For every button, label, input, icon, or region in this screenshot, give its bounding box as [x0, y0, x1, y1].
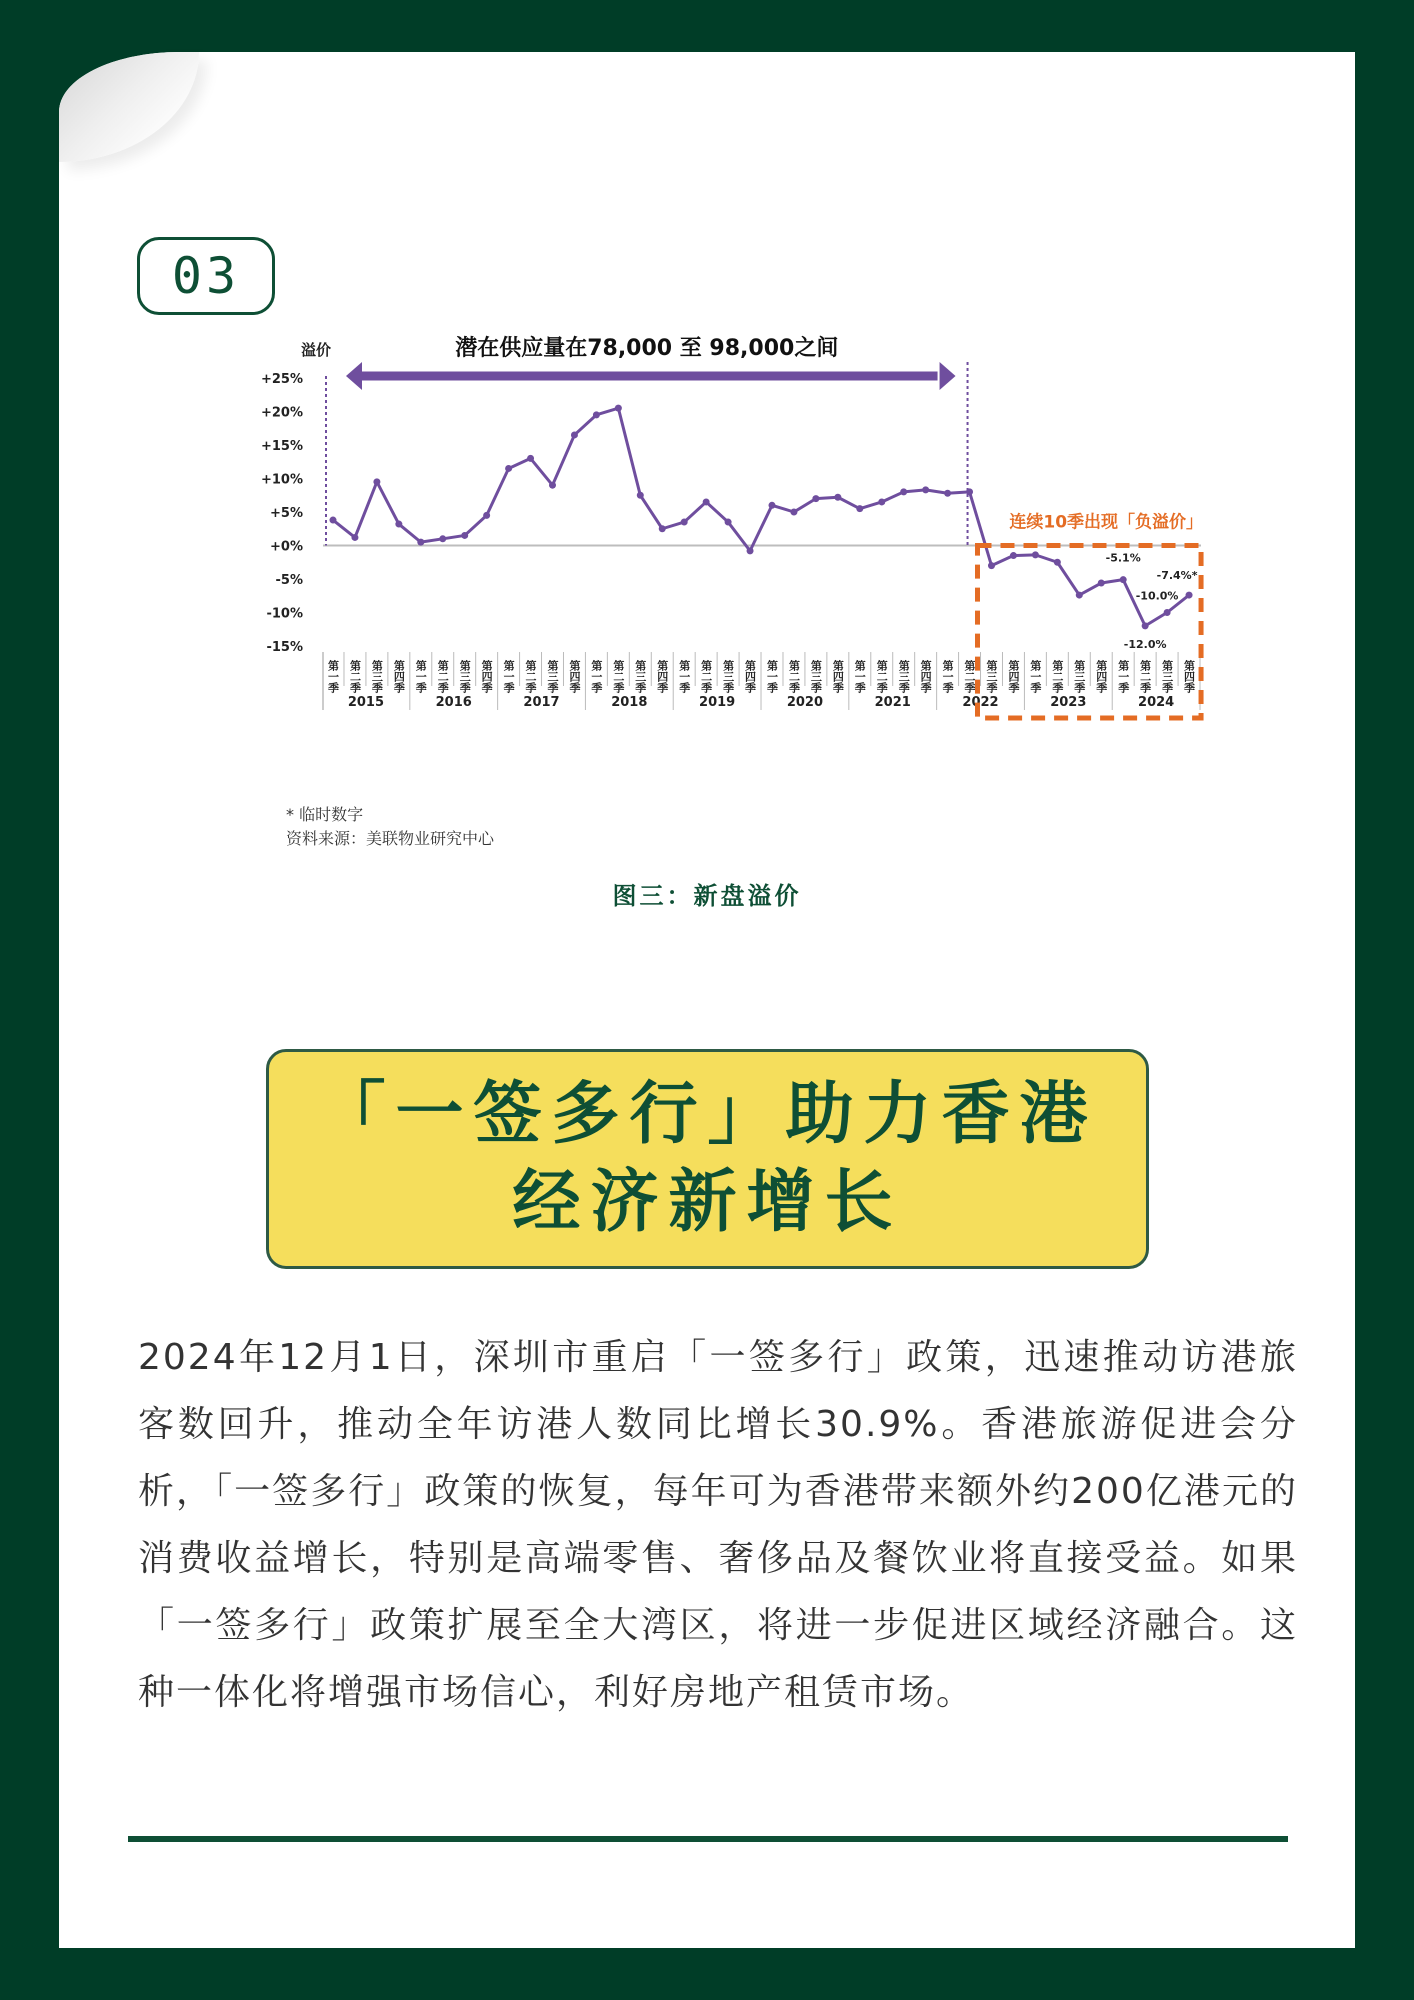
- quarter-tick-label: 第四季: [480, 660, 494, 693]
- year-tick-label: 2022: [962, 695, 999, 710]
- source-note: 资料来源：美联物业研究中心: [286, 829, 495, 848]
- quarter-tick-label: 第四季: [1006, 660, 1020, 693]
- data-point: [1186, 592, 1193, 599]
- quarter-tick-label: 第一季: [677, 660, 691, 693]
- range-arrow-left-head: [346, 362, 362, 390]
- quarter-tick-label: 第一季: [853, 660, 867, 693]
- year-tick-label: 2023: [1050, 695, 1087, 710]
- data-point: [790, 509, 797, 516]
- data-point: [769, 502, 776, 509]
- range-label: 潜在供应量在78,000 至 98,000之间: [455, 336, 839, 361]
- data-point: [944, 490, 951, 497]
- year-tick-label: 2017: [523, 695, 560, 710]
- quarter-tick-label: 第四季: [1182, 660, 1196, 693]
- data-point: [549, 482, 556, 489]
- data-point: [395, 521, 402, 528]
- quarter-tick-label: 第二季: [1138, 660, 1152, 693]
- quarter-tick-label: 第二季: [787, 660, 801, 693]
- quarter-tick-label: 第三季: [370, 660, 384, 693]
- data-point: [1098, 580, 1105, 587]
- body-paragraph: 2024年12月1日，深圳市重启「一签多行」政策，迅速推动访港旅客数回升，推动全年访港人数同比增长30.9%。香港旅游促进会分析，「一签多行」政策的恢复，每年可为香港带来额外约200亿港元的消费收益增长，特别是高端零售、奢侈品及餐饮业将直接受益。如果「一签多行」政策扩展至全大湾区，将进一步促进区域经济融合。这种一体化将增强市场信心，利好房地产租赁市场。: [138, 1337, 1298, 1713]
- y-tick-label: +10%: [260, 472, 303, 488]
- data-point: [681, 519, 688, 526]
- bottom-divider: [128, 1836, 1288, 1842]
- quarter-tick-label: 第一季: [326, 660, 340, 693]
- y-axis-label: 溢价: [301, 341, 332, 359]
- premium-line-chart: [255, 320, 1215, 740]
- y-tick-label: +15%: [260, 439, 303, 454]
- data-point: [1010, 552, 1017, 559]
- quarter-tick-label: 第一季: [502, 660, 516, 693]
- year-tick-label: 2018: [611, 695, 648, 710]
- quarter-tick-label: 第一季: [414, 660, 428, 693]
- quarter-tick-label: 第三季: [721, 660, 735, 693]
- quarter-tick-label: 第三季: [809, 660, 823, 693]
- data-point: [922, 486, 929, 493]
- data-point: [725, 519, 732, 526]
- data-point: [856, 505, 863, 512]
- data-point: [351, 534, 358, 541]
- year-tick-label: 2015: [347, 695, 385, 710]
- year-tick-label: 2019: [699, 695, 736, 710]
- data-point: [330, 517, 337, 524]
- data-point: [988, 562, 995, 569]
- quarter-tick-label: 第二季: [1050, 660, 1064, 693]
- year-tick-label: 2024: [1138, 695, 1175, 710]
- quarter-tick-label: 第四季: [1094, 660, 1108, 693]
- data-point: [703, 498, 710, 505]
- quarter-tick-label: 第三季: [458, 660, 472, 693]
- quarter-tick-label: 第四季: [392, 660, 406, 693]
- data-point: [659, 525, 666, 532]
- data-point: [1032, 551, 1039, 558]
- quarter-tick-label: 第二季: [875, 660, 889, 693]
- data-point: [505, 465, 512, 472]
- data-label: -10.0%: [1135, 589, 1179, 603]
- figure-caption: 图三：新盘溢价: [612, 882, 802, 910]
- year-tick-label: 2021: [874, 695, 911, 710]
- y-tick-label: +25%: [260, 372, 303, 387]
- year-tick-label: 2020: [786, 695, 824, 710]
- quarter-tick-label: 第三季: [897, 660, 911, 693]
- section-number-badge: 03: [137, 237, 275, 315]
- data-point: [1164, 609, 1171, 616]
- data-point: [527, 455, 534, 462]
- data-point: [483, 512, 490, 519]
- quarter-tick-label: 第四季: [567, 660, 581, 693]
- quarter-tick-label: 第三季: [546, 660, 559, 693]
- title-line-2: 经济新增长: [512, 1163, 903, 1242]
- quarter-tick-label: 第一季: [1116, 660, 1130, 693]
- data-point: [878, 498, 885, 505]
- data-point: [1120, 576, 1127, 583]
- quarter-tick-label: 第一季: [1028, 660, 1042, 693]
- quarter-tick-label: 第二季: [348, 660, 362, 693]
- quarter-tick-label: 第三季: [1072, 660, 1086, 693]
- data-point: [966, 488, 973, 495]
- year-tick-label: 2016: [435, 695, 472, 710]
- title-line-1: 「一签多行」助力香港: [317, 1075, 1098, 1154]
- y-tick-label: -15%: [266, 640, 303, 655]
- quarter-tick-label: 第四季: [831, 660, 845, 693]
- y-tick-label: +5%: [270, 506, 303, 521]
- quarter-tick-label: 第四季: [743, 660, 757, 693]
- quarter-tick-label: 第一季: [589, 660, 603, 693]
- quarter-tick-label: 第一季: [941, 660, 955, 693]
- chart-notes: [286, 803, 494, 851]
- quarter-tick-label: 第三季: [1160, 660, 1174, 693]
- y-tick-label: +20%: [260, 405, 303, 421]
- quarter-tick-label: 第三季: [985, 660, 998, 693]
- data-point: [615, 405, 622, 412]
- data-point: [900, 488, 907, 495]
- data-point: [747, 547, 754, 554]
- y-tick-label: +0%: [270, 539, 303, 555]
- data-point: [1076, 592, 1083, 599]
- data-label: -5.1%: [1105, 551, 1141, 565]
- y-tick-label: -5%: [275, 573, 303, 588]
- data-label: -7.4%*: [1156, 569, 1198, 583]
- quarter-tick-label: 第三季: [633, 660, 647, 693]
- data-point: [439, 535, 446, 542]
- highlight-label: 连续10季出现「负溢价」: [1009, 512, 1204, 533]
- data-point: [834, 494, 841, 501]
- quarter-tick-label: 第二季: [611, 660, 625, 693]
- provisional-note: * 临时数字: [286, 805, 364, 824]
- data-point: [417, 539, 424, 546]
- data-point: [1054, 559, 1061, 566]
- quarter-tick-label: 第四季: [655, 660, 669, 693]
- range-arrow-right-head: [940, 362, 956, 390]
- quarter-tick-label: 第四季: [919, 660, 933, 693]
- data-point: [461, 532, 468, 539]
- data-point: [812, 495, 819, 502]
- section-title-box: [266, 1049, 1149, 1269]
- quarter-tick-label: 第二季: [699, 660, 713, 693]
- quarter-tick-label: 第二季: [436, 660, 450, 693]
- quarter-tick-label: 第二季: [963, 660, 977, 693]
- quarter-tick-label: 第一季: [765, 660, 779, 693]
- data-point: [637, 492, 644, 499]
- data-point: [1142, 622, 1149, 629]
- quarter-tick-label: 第二季: [524, 660, 538, 693]
- data-point: [593, 411, 600, 418]
- y-tick-label: -10%: [266, 606, 303, 622]
- data-point: [373, 478, 380, 485]
- data-point: [571, 431, 578, 438]
- data-label: -12.0%: [1123, 637, 1167, 651]
